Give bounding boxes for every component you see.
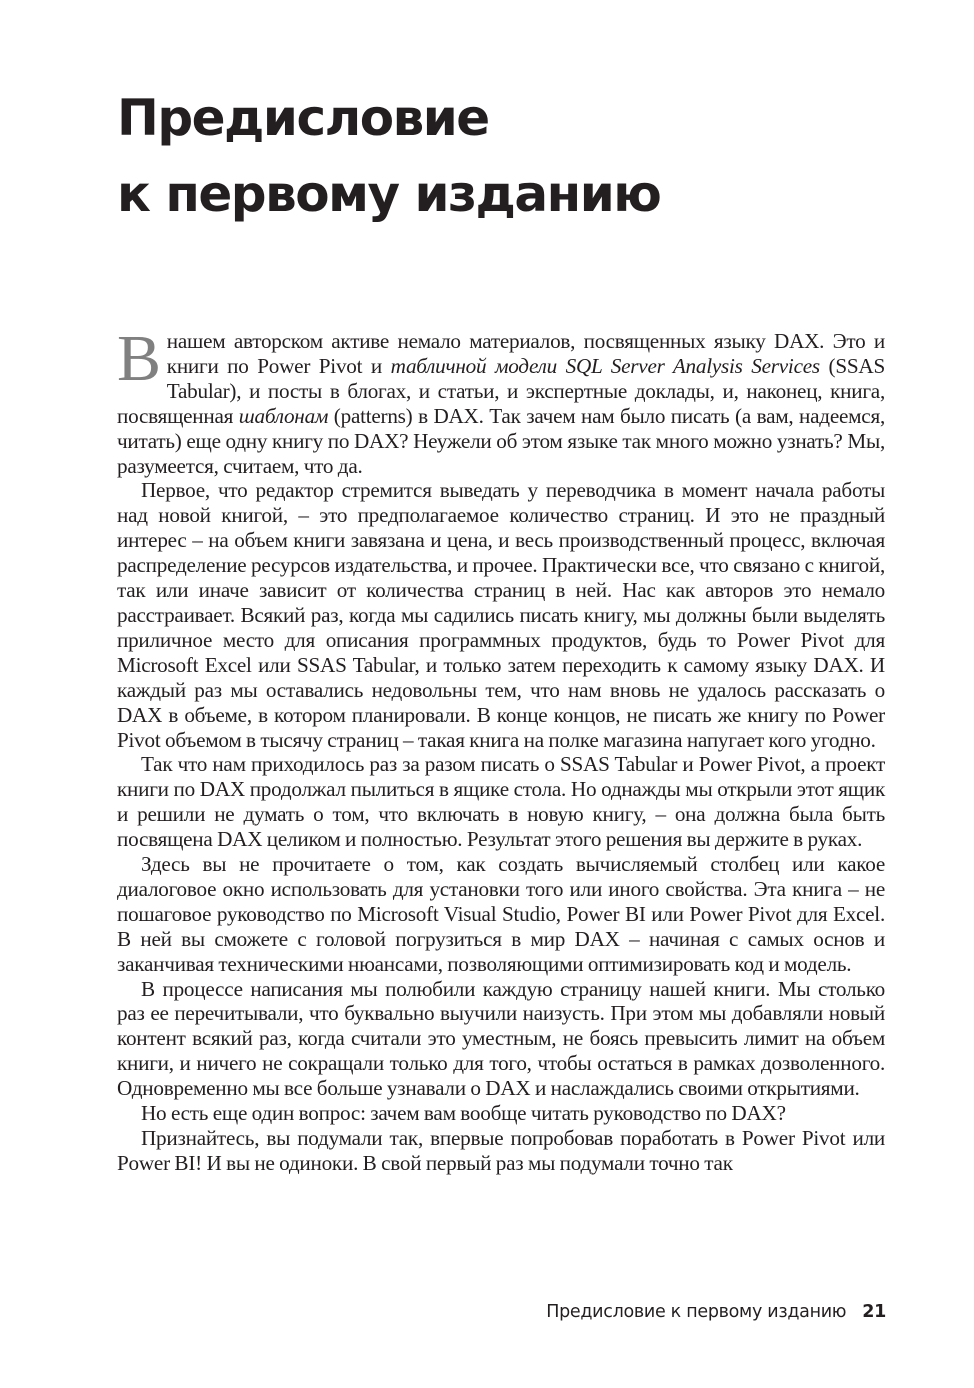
chapter-title — [117, 80, 660, 232]
paragraph-1-text-a: нашем авторском активе немало материалов, посвященных языку DAX. Это и книги по Power Pivot и — [166, 329, 885, 378]
paragraph-3: Так что нам приходилось раз за разом писать о SSAS Tabular и Power Pivot, а проект книги по DAX продолжал пылиться в ящике стола. Но однажды мы открыли этот ящик и решили не думать о том, что включать в новую книгу, – она должна была быть посвящена DAX целиком и полностью. Результат этого решения вы держите в руках. — [117, 752, 885, 852]
italic-term-patterns: шаблонам — [238, 403, 329, 428]
chapter-title-line-2: к первому изданию — [117, 165, 661, 223]
paragraph-4: Здесь вы не прочитаете о том, как создать вычисляемый столбец или какое диалоговое окно использовать для установки того или иного свойства. Эта книга – не пошаговое руководство по Microsoft Visual Studio, Power BI или Power Pivot для Excel. В ней вы сможете с головой погрузиться в мир DAX – начиная с самых основ и заканчивая техническими нюансами, позволяющими оптимизировать код и модель. — [117, 852, 885, 976]
paragraph-5: В процессе написания мы полюбили каждую страницу нашей книги. Мы столько раз ее перечитывали, что буквально выучили наизусть. При этом мы добавляли новый контент всякий раз, когда считали это уместным, не боясь превысить лимит на объем книги, и ничего не сокращали только для того, чтобы остаться в рамках дозволенного. Одновременно мы все больше узнавали о DAX и наслаждались своими открытиями. — [117, 976, 885, 1101]
running-footer — [546, 1302, 886, 1322]
paragraph-1-text-c: (patterns) в DAX. Так зачем нам было писать (а вам, надеемся, читать) еще одну книгу по DAX? Неужели об этом языке так много можно узнать? Мы, разумеется, считаем, что да. — [117, 403, 885, 478]
italic-term-tabular-model: табличной модели SQL Server Analysis Services — [390, 353, 820, 378]
paragraph-6: Но есть еще один вопрос: зачем вам вообще читать руководство по DAX? — [141, 1101, 786, 1126]
page-number: 21 — [862, 1302, 886, 1322]
paragraph-1 — [117, 322, 885, 478]
paragraph-1-text-b: (SSAS Tabular), и посты в блогах, и статьи, и экспертные доклады, и, наконец, книга, посвященная — [117, 353, 885, 428]
body-text — [117, 322, 885, 1176]
running-title: Предисловие к первому изданию — [546, 1302, 847, 1322]
chapter-title-line-1: Предисловие — [117, 89, 489, 147]
paragraph-2: Первое, что редактор стремится выведать у переводчика в момент начала работы над новой книгой, – это предполагаемое количество страниц. И это не праздный интерес – на объем книги завязана и цена, и весь производственный процесс, включая распределение ресурсов издательства, и прочее. Практически все, что связано с книгой, так или иначе зависит от количества страниц в ней. Нас как авторов это немало расстраивает. Всякий раз, когда мы садились писать книгу, мы должны были выделять приличное место для описания программных продуктов, будь то Power Pivot для Microsoft Excel или SSAS Tabular, и только затем переходить к самому языку DAX. И каждый раз мы оставались недовольны тем, что нам вновь не удалось рассказать о DAX в объеме, в котором планировали. В конце концов, не писать же книгу по Power Pivot объемом в тысячу страниц – такая книга на полке магазина напугает кого угодно. — [117, 478, 885, 752]
drop-cap: В — [117, 322, 161, 395]
paragraph-7: Признайтесь, вы подумали так, впервые попробовав поработать в Power Pivot или Power BI! И вы не одиноки. В свой первый раз мы подумали точно так — [117, 1126, 885, 1175]
